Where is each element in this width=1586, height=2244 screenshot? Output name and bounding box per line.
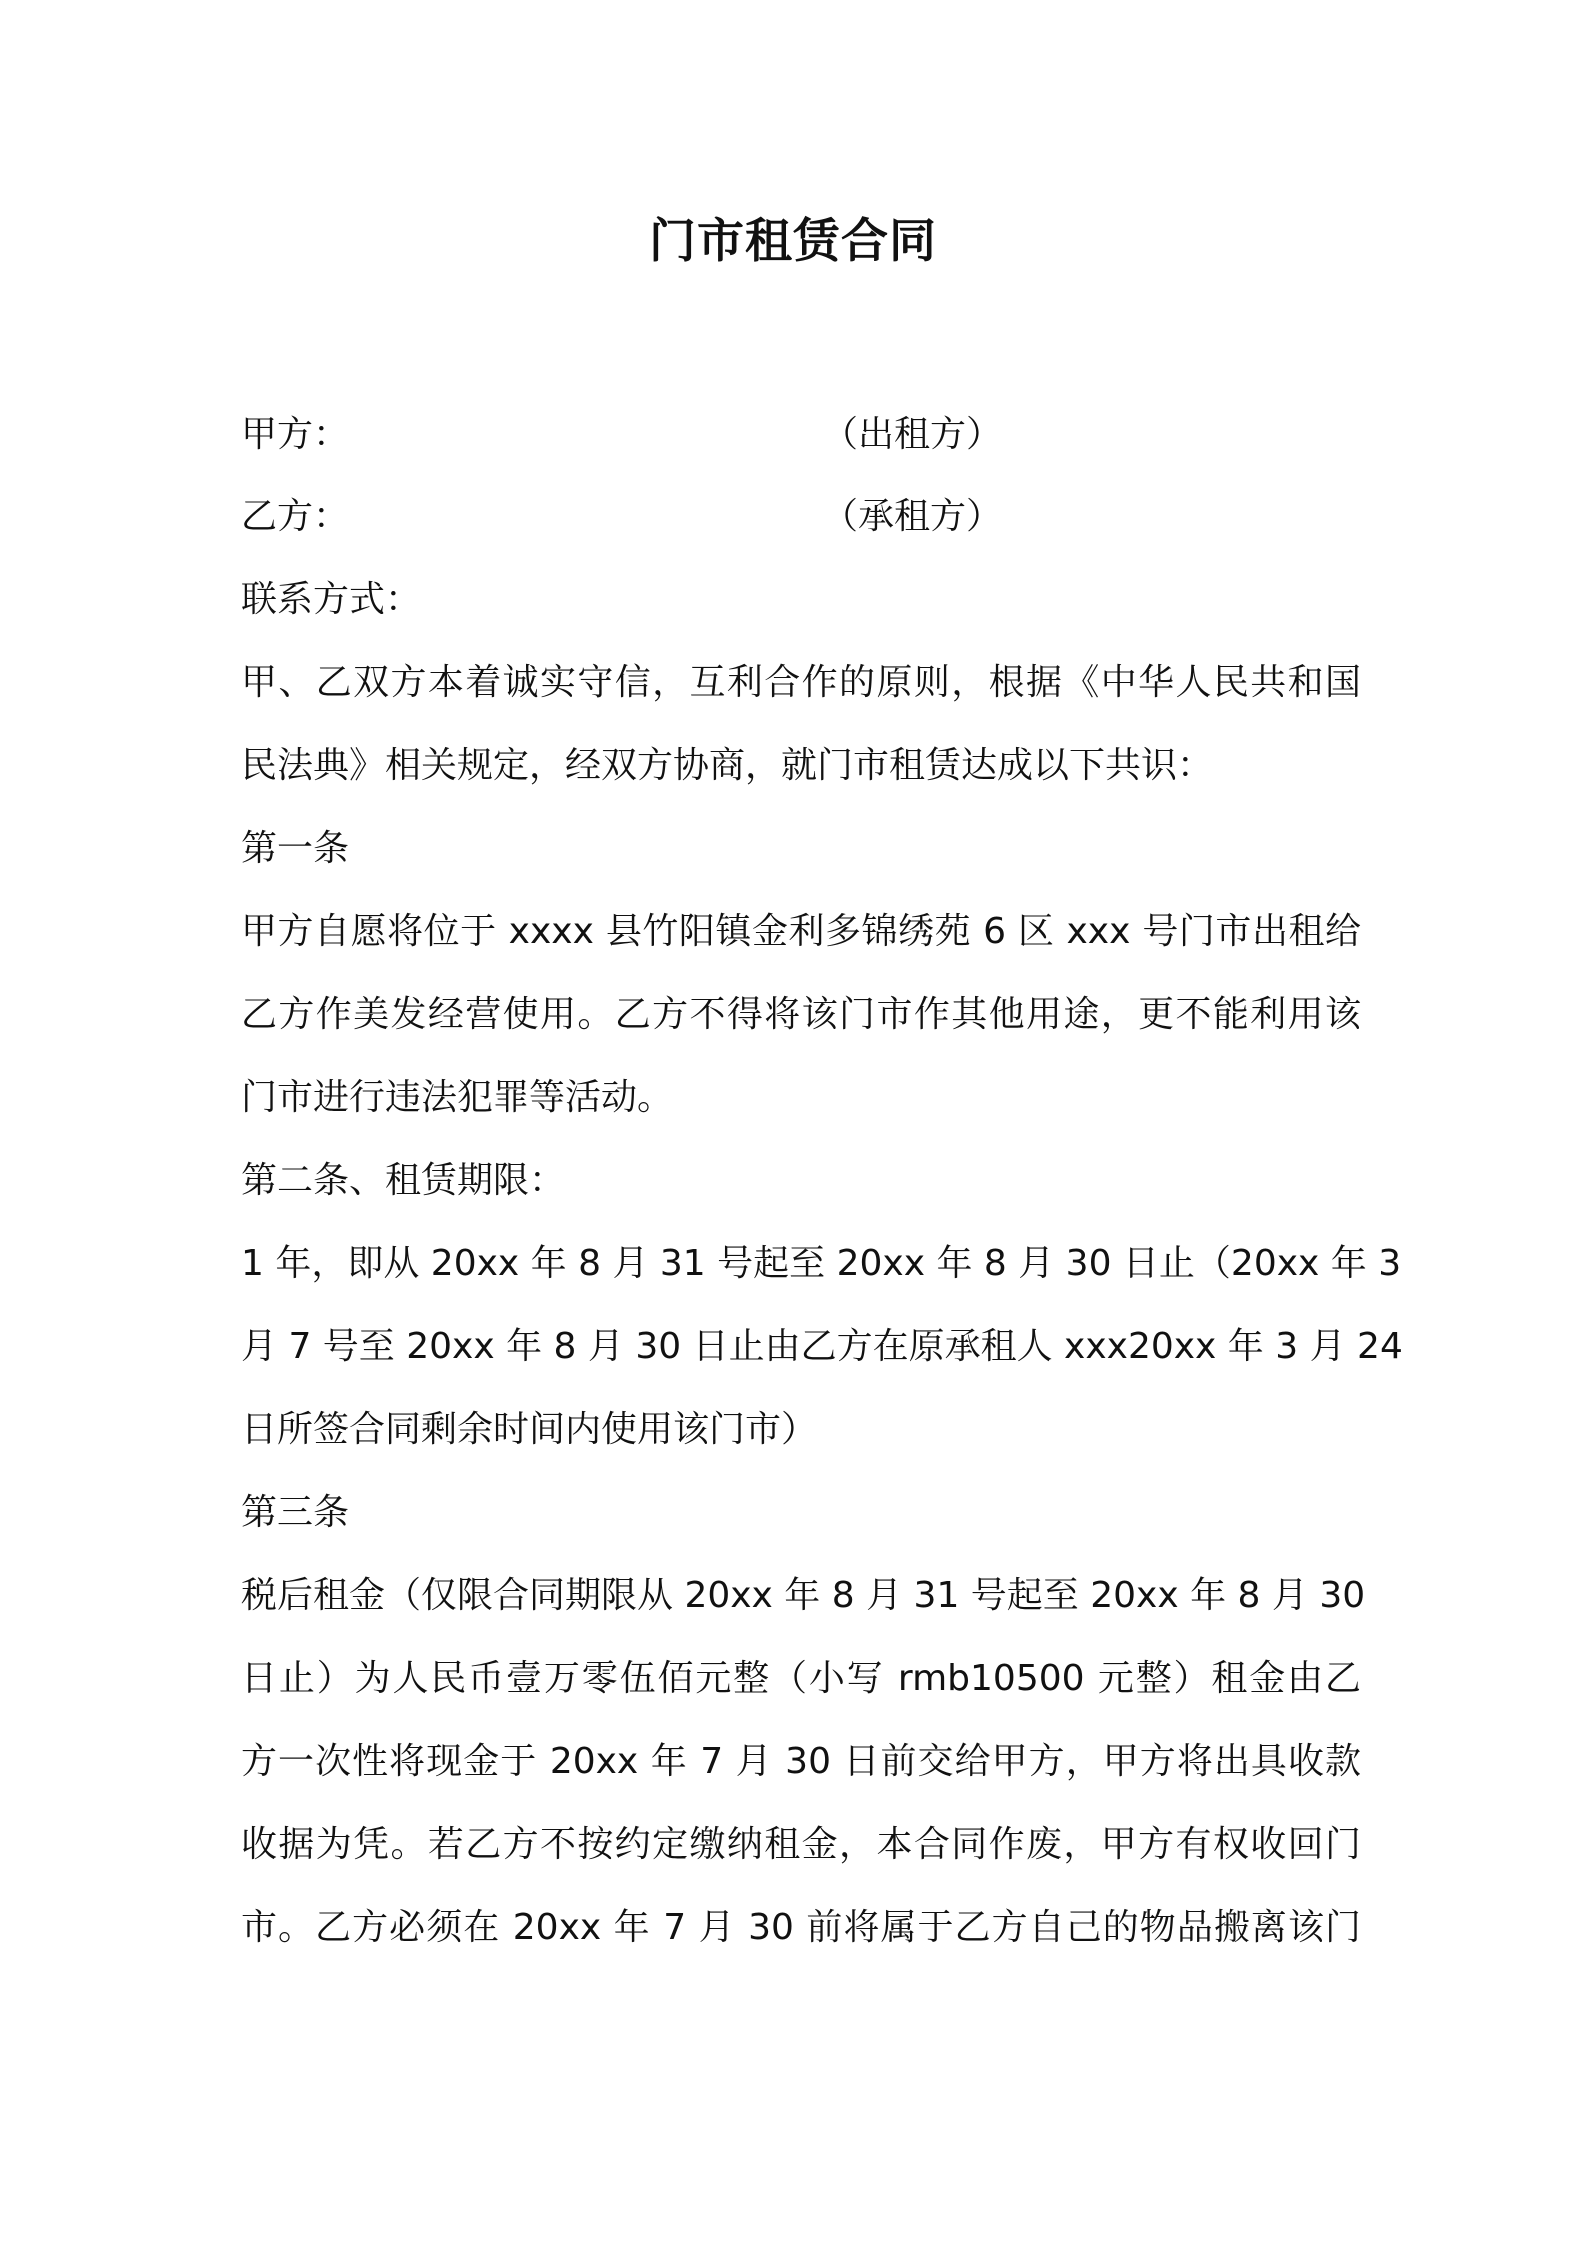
article2-line: 月 7 号至 20xx 年 8 月 30 日止由乙方在原承租人 xxx20xx 年 3 月 24: [241, 1326, 1403, 1367]
article3-heading: 第三条: [241, 1492, 350, 1533]
article3-line: 方一次性将现金于 20xx 年 7 月 30 日前交给甲方，甲方将出具收款: [241, 1741, 1361, 1782]
article1-line: 甲方自愿将位于 xxxx 县竹阳镇金利多锦绣苑 6 区 xxx 号门市出租给: [241, 911, 1361, 952]
article1-heading: 第一条: [241, 828, 350, 869]
article1-line: 门市进行违法犯罪等活动。: [241, 1077, 674, 1118]
document-title: 门市租赁合同: [649, 214, 937, 269]
party-b-role: （承租方）: [822, 496, 1003, 537]
article3-line: 市。乙方必须在 20xx 年 7 月 30 前将属于乙方自己的物品搬离该门: [241, 1907, 1361, 1948]
article3-line: 收据为凭。若乙方不按约定缴纳租金，本合同作废，甲方有权收回门: [241, 1824, 1361, 1865]
article3-line: 税后租金（仅限合同期限从 20xx 年 8 月 31 号起至 20xx 年 8 月 30: [241, 1575, 1366, 1616]
party-a-row: [241, 410, 1361, 460]
contact-label: 联系方式：: [241, 579, 422, 620]
party-a-role: （出租方）: [822, 414, 1003, 455]
article1-line: 乙方作美发经营使用。乙方不得将该门市作其他用途，更不能利用该: [241, 994, 1361, 1035]
article3-line: 日止）为人民币壹万零伍佰元整（小写 rmb10500 元整）租金由乙: [241, 1658, 1361, 1699]
article2-heading: 第二条、租赁期限：: [241, 1160, 566, 1201]
article2-line: 1 年，即从 20xx 年 8 月 31 号起至 20xx 年 8 月 30 日止（20xx 年 3: [241, 1243, 1402, 1284]
intro-line: 民法典》相关规定，经双方协商，就门市租赁达成以下共识：: [241, 745, 1214, 786]
party-b-row: [241, 492, 1361, 542]
party-b-label: 乙方：: [241, 496, 350, 537]
party-a-label: 甲方：: [241, 414, 350, 455]
intro-line: 甲、乙双方本着诚实守信，互利合作的原则，根据《中华人民共和国: [241, 662, 1361, 703]
article2-line: 日所签合同剩余时间内使用该门市）: [241, 1409, 818, 1450]
